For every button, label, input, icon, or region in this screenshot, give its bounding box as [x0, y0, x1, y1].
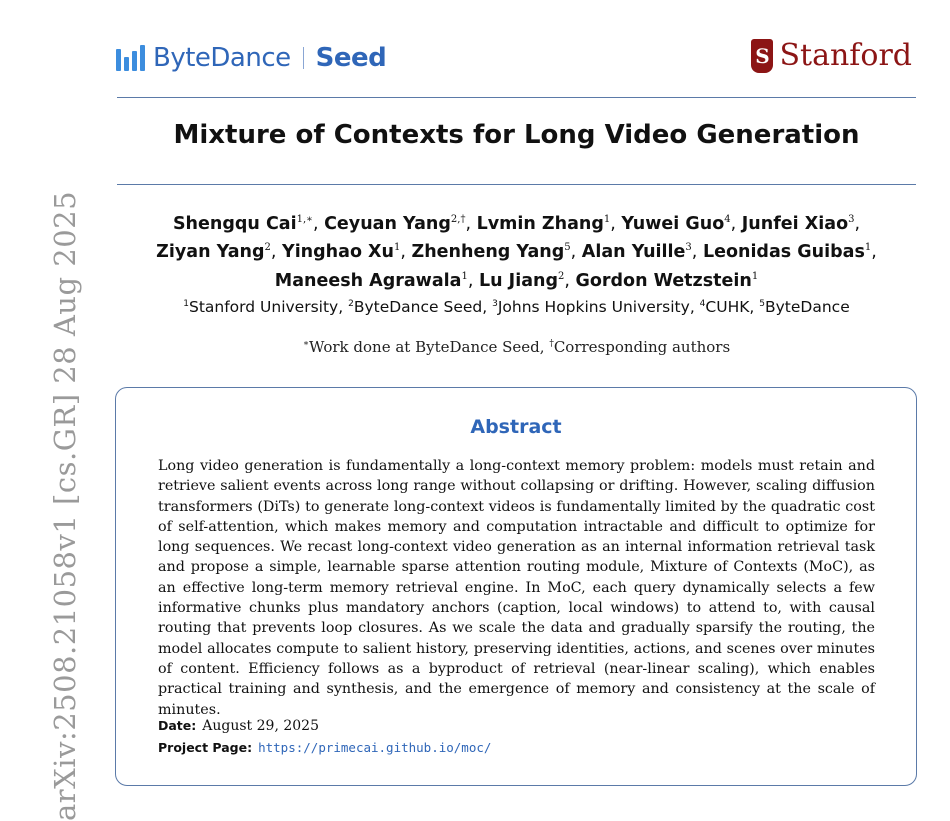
header-rule-top — [117, 97, 916, 98]
author-sep: , — [854, 213, 861, 234]
author-line-2 — [117, 236, 916, 264]
affil-sup: 3 — [492, 298, 498, 309]
bytedance-bars-icon — [116, 45, 145, 71]
date-row — [158, 715, 491, 737]
abstract-body: Long video generation is fundamentally a long-context memory problem: models must retain and retrieve salient events across long range without collapsing or drifting. However, scaling diffusion transformers (DiTs) to generate long-context videos is fundamentally limited by the quadratic cost of self-attention, which makes memory and computation intractable and difficult to optimize for long sequences. We recast long-context video generation as an internal information retrieval task and propose a simple, learnable sparse attention routing module, Mixture of Contexts (MoC), as an effective long-term memory retrieval engine. In MoC, each query dynamically selects a few informative chunks plus mandatory anchors (caption, local windows) to attend to, with causal routing that prevents loop closures. As we scale the data and gradually sparsify the routing, the model allocates compute to salient history, preserving identities, actions, and scenes over minutes of content. Efficiency follows as a byproduct of retrieval (near-linear scaling), which enables practical training and synthesis, and the emergence of memory and consistency at the scale of minutes. — [158, 458, 875, 718]
author-sep: , — [564, 270, 576, 291]
author-name: Ceyuan Yang — [324, 213, 451, 234]
stanford-logo — [751, 38, 912, 73]
affil-name: ByteDance Seed — [353, 298, 483, 316]
date-value: August 29, 2025 — [202, 718, 319, 734]
abstract-box — [115, 387, 917, 786]
project-page-link[interactable]: https://primecai.github.io/moc/ — [258, 740, 492, 755]
seal-letter: S — [755, 43, 770, 68]
author-affil-sup: 1 — [751, 270, 759, 282]
author-affil-sup: 1 — [394, 242, 401, 254]
author-name: Yuwei Guo — [621, 213, 725, 234]
author-name: Shengqu Cai — [172, 213, 297, 234]
author-sep: , — [400, 242, 412, 263]
corresponding-mark: † — [549, 339, 554, 349]
author-affil-sup: 4 — [724, 214, 731, 225]
author-affil-sup: 5 — [564, 242, 571, 254]
affil-sep: , — [689, 298, 700, 316]
affil-sep: , — [482, 298, 493, 316]
author-affil-sup: 1 — [603, 214, 611, 225]
affil-name: CUHK — [705, 298, 750, 316]
paper-meta — [158, 715, 491, 758]
author-name: Alan Yuille — [581, 242, 686, 263]
author-sep: , — [467, 270, 479, 291]
arxiv-stamp: arXiv:2508.21058v1 [cs.GR] 28 Aug 2025 — [48, 190, 82, 821]
project-label: Project Page: — [158, 740, 253, 755]
author-sep: , — [730, 213, 742, 234]
author-affil-sup: 2 — [264, 242, 271, 254]
author-sep: , — [570, 242, 582, 263]
affil-sep: , — [338, 298, 349, 316]
author-name: Zhenheng Yang — [411, 242, 565, 263]
author-affil-sup: 3 — [848, 214, 855, 225]
abstract-heading: Abstract — [470, 416, 562, 438]
author-line-1 — [117, 208, 916, 236]
work-done-note: Work done at ByteDance Seed, — [308, 338, 550, 356]
author-affil-sup: 2,† — [450, 214, 466, 225]
author-affil-sup: 3 — [685, 242, 692, 254]
author-sep: , — [312, 213, 325, 234]
author-name: Lu Jiang — [478, 270, 558, 291]
bytedance-seed-logo — [116, 40, 386, 76]
author-name: Lvmin Zhang — [476, 213, 604, 234]
author-name: Leonidas Guibas — [702, 242, 865, 263]
logo-brand-text: ByteDance — [153, 43, 291, 73]
author-affil-sup: 1,∗ — [296, 214, 313, 225]
author-name: Gordon Wetzstein — [575, 270, 752, 291]
author-sep: , — [871, 242, 877, 263]
author-notes — [117, 338, 916, 356]
paper-title: Mixture of Contexts for Long Video Generation — [173, 120, 860, 150]
affil-sup: 5 — [759, 298, 765, 309]
author-sep: , — [270, 242, 283, 263]
logo-product-text: Seed — [315, 43, 387, 73]
author-name: Yinghao Xu — [282, 242, 395, 263]
author-affil-sup: 1 — [461, 270, 468, 282]
header-rule-bottom — [117, 184, 916, 185]
author-name: Junfei Xiao — [741, 213, 849, 234]
logo-divider — [303, 47, 304, 69]
corresponding-note: Corresponding authors — [553, 338, 731, 356]
affil-sep: , — [749, 298, 760, 316]
equal-contrib-mark: ∗ — [302, 339, 309, 349]
affil-sup: 2 — [348, 298, 354, 309]
affil-sup: 1 — [183, 298, 189, 309]
author-line-3 — [117, 265, 916, 293]
affil-sup: 4 — [699, 298, 706, 309]
author-sep: , — [465, 213, 477, 234]
author-sep: , — [691, 242, 703, 263]
affil-name: Stanford University — [188, 298, 339, 316]
author-list — [117, 208, 916, 293]
date-label: Date: — [158, 718, 197, 733]
affil-name: Johns Hopkins University — [497, 298, 690, 316]
stanford-seal-icon — [751, 39, 773, 73]
author-name: Ziyan Yang — [156, 242, 265, 263]
project-row — [158, 737, 491, 758]
author-affil-sup: 1 — [864, 242, 872, 254]
affil-name: ByteDance — [765, 298, 850, 316]
stanford-name-text: Stanford — [779, 38, 912, 73]
affiliation-list — [117, 298, 916, 316]
author-sep: , — [610, 213, 622, 234]
author-affil-sup: 2 — [558, 270, 565, 282]
author-name: Maneesh Agrawala — [274, 270, 462, 291]
